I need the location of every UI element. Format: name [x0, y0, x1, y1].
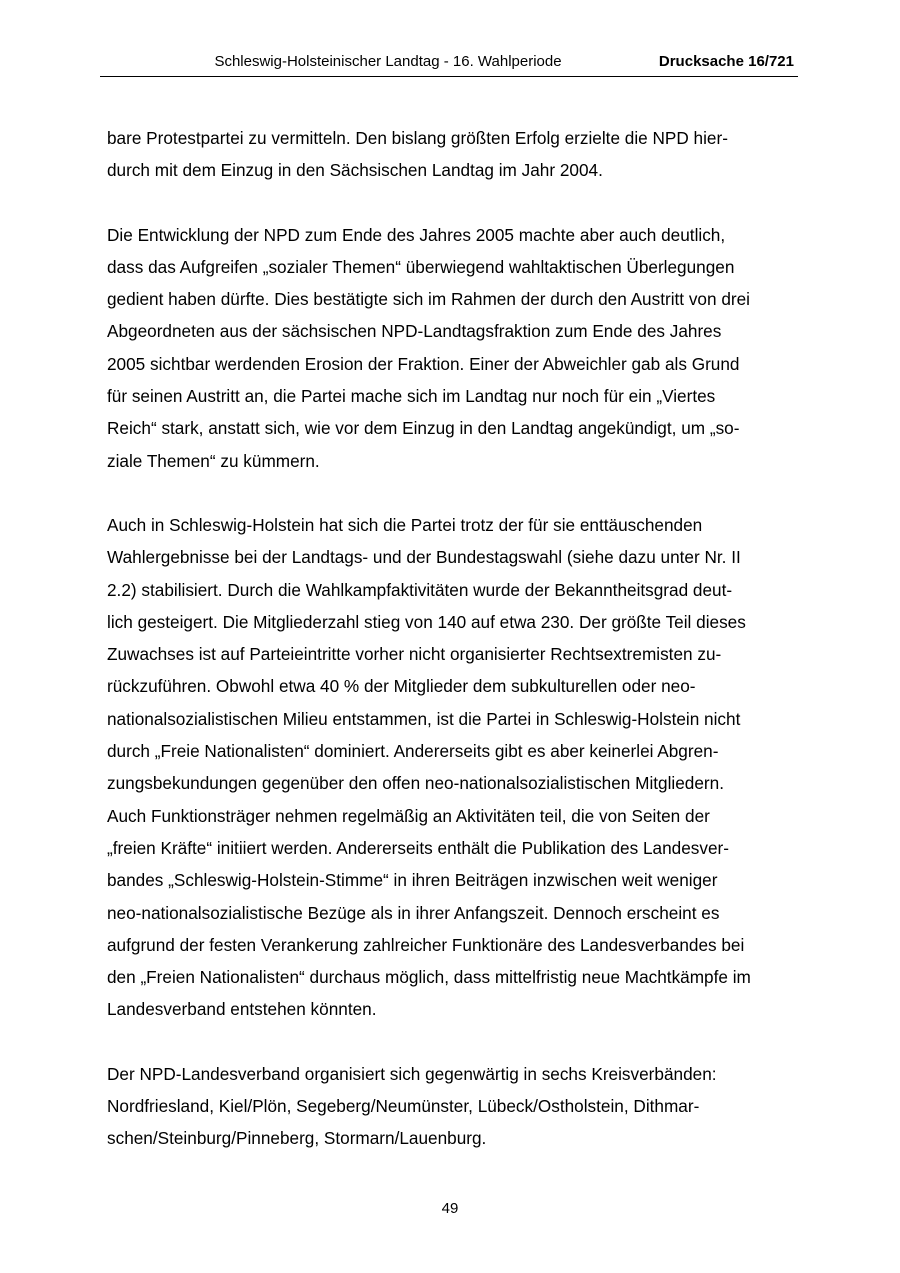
- text-line: aufgrund der festen Verankerung zahlreicher Funktionäre des Landesverbandes bei: [107, 934, 745, 955]
- body-text: [107, 122, 797, 1187]
- text-line: Reich“ stark, anstatt sich, wie vor dem Einzug in den Landtag angekündigt, um „so-: [107, 418, 740, 439]
- text-line: gedient haben dürfte. Dies bestätigte sich im Rahmen der durch den Austritt von drei: [107, 289, 750, 310]
- text-line: bandes „Schleswig-Holstein-Stimme“ in ihren Beiträgen inzwischen weit weniger: [107, 870, 718, 891]
- header-title: Schleswig-Holsteinischer Landtag - 16. Wahlperiode: [214, 53, 562, 70]
- text-line: neo-nationalsozialistische Bezüge als in ihrer Anfangszeit. Dennoch erscheint es: [107, 902, 720, 923]
- text-line: 2.2) stabilisiert. Durch die Wahlkampfaktivitäten wurde der Bekanntheitsgrad deut-: [107, 579, 733, 600]
- paragraph: [107, 122, 797, 187]
- page-header: [100, 52, 798, 77]
- text-line: für seinen Austritt an, die Partei mache sich im Landtag nur noch für ein „Viertes: [107, 386, 716, 407]
- paragraph: [107, 509, 797, 1026]
- document-number: Drucksache 16/721: [658, 53, 794, 70]
- paragraph: [107, 1058, 797, 1155]
- text-line: Nordfriesland, Kiel/Plön, Segeberg/Neumünster, Lübeck/Ostholstein, Dithmar-: [107, 1096, 700, 1117]
- page-number: 49: [441, 1200, 459, 1217]
- text-line: Die Entwicklung der NPD zum Ende des Jahres 2005 machte aber auch deutlich,: [107, 224, 726, 245]
- text-line: Wahlergebnisse bei der Landtags- und der Bundestagswahl (siehe dazu unter Nr. II: [107, 547, 741, 568]
- text-line: zungsbekundungen gegenüber den offen neo-nationalsozialistischen Mitgliedern.: [107, 773, 724, 794]
- text-line: lich gesteigert. Die Mitgliederzahl stieg von 140 auf etwa 230. Der größte Teil dieses: [107, 611, 746, 632]
- text-line: durch mit dem Einzug in den Sächsischen Landtag im Jahr 2004.: [107, 160, 603, 181]
- text-line: ziale Themen“ zu kümmern.: [107, 450, 320, 471]
- text-line: Zuwachses ist auf Parteieintritte vorher nicht organisierter Rechtsextremisten zu-: [107, 644, 722, 665]
- text-line: bare Protestpartei zu vermitteln. Den bislang größten Erfolg erzielte die NPD hier-: [107, 128, 728, 148]
- text-line: Der NPD-Landesverband organisiert sich gegenwärtig in sechs Kreisverbänden:: [107, 1063, 717, 1084]
- paragraph: [107, 219, 797, 477]
- text-line: Auch Funktionsträger nehmen regelmäßig an Aktivitäten teil, die von Seiten der: [107, 805, 710, 826]
- text-line: Auch in Schleswig-Holstein hat sich die Partei trotz der für sie enttäuschenden: [107, 514, 703, 535]
- text-line: rückzuführen. Obwohl etwa 40 % der Mitglieder dem subkulturellen oder neo-: [107, 676, 696, 697]
- text-line: durch „Freie Nationalisten“ dominiert. Andererseits gibt es aber keinerlei Abgren-: [107, 741, 719, 762]
- text-line: Landesverband entstehen könnten.: [107, 999, 377, 1020]
- text-line: schen/Steinburg/Pinneberg, Stormarn/Lauenburg.: [107, 1128, 487, 1149]
- text-line: nationalsozialistischen Milieu entstammen, ist die Partei in Schleswig-Holstein nicht: [107, 708, 741, 729]
- text-line: „freien Kräfte“ initiiert werden. Andererseits enthält die Publikation des Landesver-: [107, 837, 729, 858]
- text-line: 2005 sichtbar werdenden Erosion der Fraktion. Einer der Abweichler gab als Grund: [107, 353, 740, 374]
- text-line: Abgeordneten aus der sächsischen NPD-Landtagsfraktion zum Ende des Jahres: [107, 321, 722, 342]
- text-line: den „Freien Nationalisten“ durchaus möglich, dass mittelfristig neue Machtkämpfe im: [107, 967, 751, 988]
- text-line: dass das Aufgreifen „sozialer Themen“ überwiegend wahltaktischen Überlegungen: [107, 256, 735, 277]
